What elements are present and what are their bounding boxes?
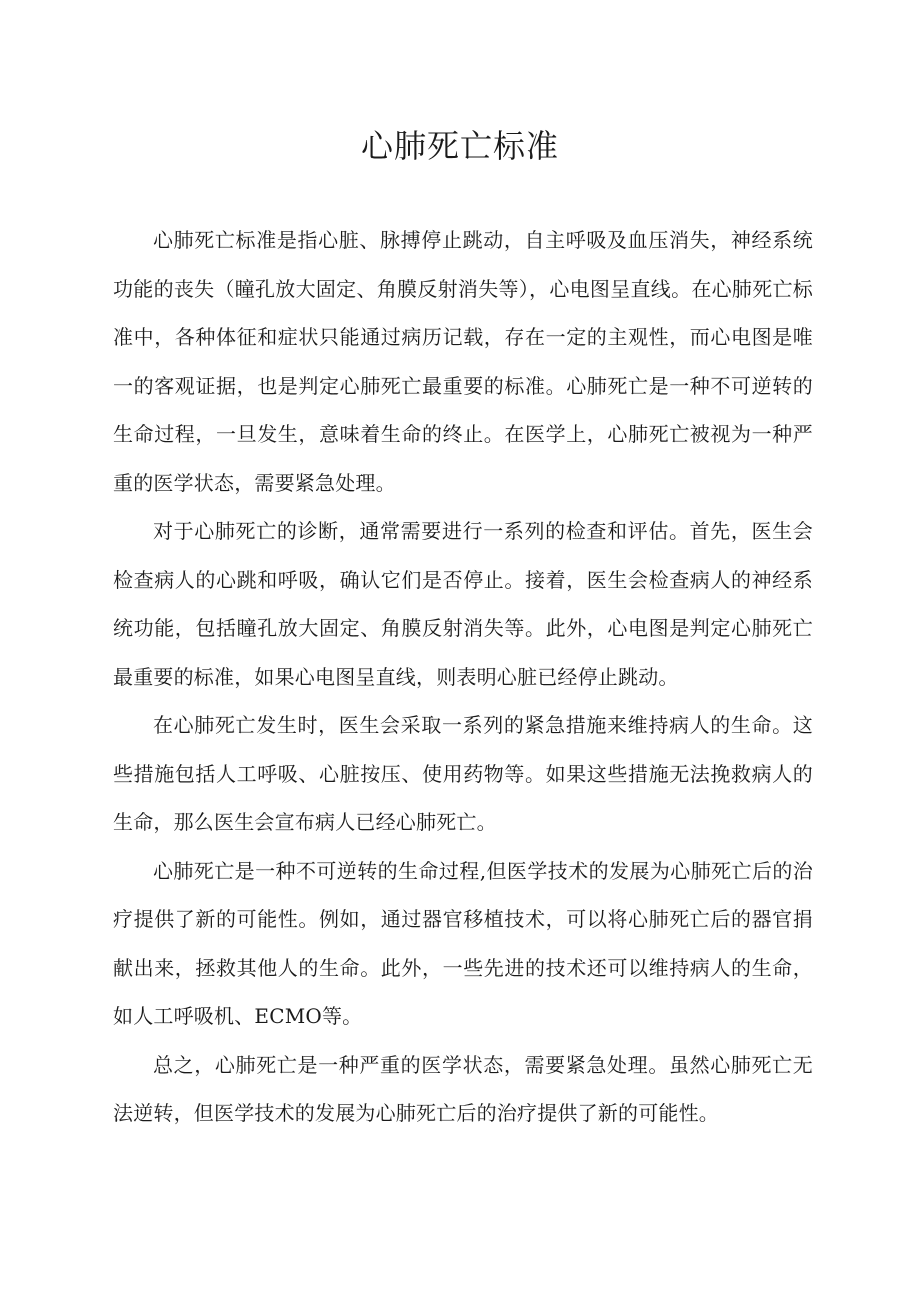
document-title: 心肺死亡标准 bbox=[360, 127, 559, 165]
paragraph-emergency-measures: 在心肺死亡发生时，医生会采取一系列的紧急措施来维持病人的生命。这些措施包括人工呼吸、心脏按压、使用药物等。如果这些措施无法挽救病人的生命，那么医生会宣布病人已经心肺死亡。 bbox=[113, 713, 813, 834]
document-body bbox=[113, 216, 813, 1138]
paragraph-definition: 心肺死亡标准是指心脏、脉搏停止跳动，自主呼吸及血压消失，神经系统功能的丧失（瞳孔放大固定、角膜反射消失等），心电图呈直线。在心肺死亡标准中，各种体征和症状只能通过病历记载，存在一定的主观性，而心电图是唯一的客观证据，也是判定心肺死亡最重要的标准。心肺死亡是一种不可逆转的生命过程，一旦发生，意味着生命的终止。在医学上，心肺死亡被视为一种严重的医学状态，需要紧急处理。 bbox=[113, 228, 813, 495]
paragraph-medical-technology: 心肺死亡是一种不可逆转的生命过程,但医学技术的发展为心肺死亡后的治疗提供了新的可能性。例如，通过器官移植技术，可以将心肺死亡后的器官捐献出来，拯救其他人的生命。此外，一些先进的技术还可以维持病人的生命，如人工呼吸机、ECMO等。 bbox=[113, 858, 813, 1028]
paragraph-conclusion: 总之，心肺死亡是一种严重的医学状态，需要紧急处理。虽然心肺死亡无法逆转，但医学技术的发展为心肺死亡后的治疗提供了新的可能性。 bbox=[113, 1052, 813, 1125]
paragraph-diagnosis: 对于心肺死亡的诊断，通常需要进行一系列的检查和评估。首先，医生会检查病人的心跳和呼吸，确认它们是否停止。接着，医生会检查病人的神经系统功能，包括瞳孔放大固定、角膜反射消失等。此外，心电图是判定心肺死亡最重要的标准，如果心电图呈直线，则表明心脏已经停止跳动。 bbox=[113, 519, 813, 689]
